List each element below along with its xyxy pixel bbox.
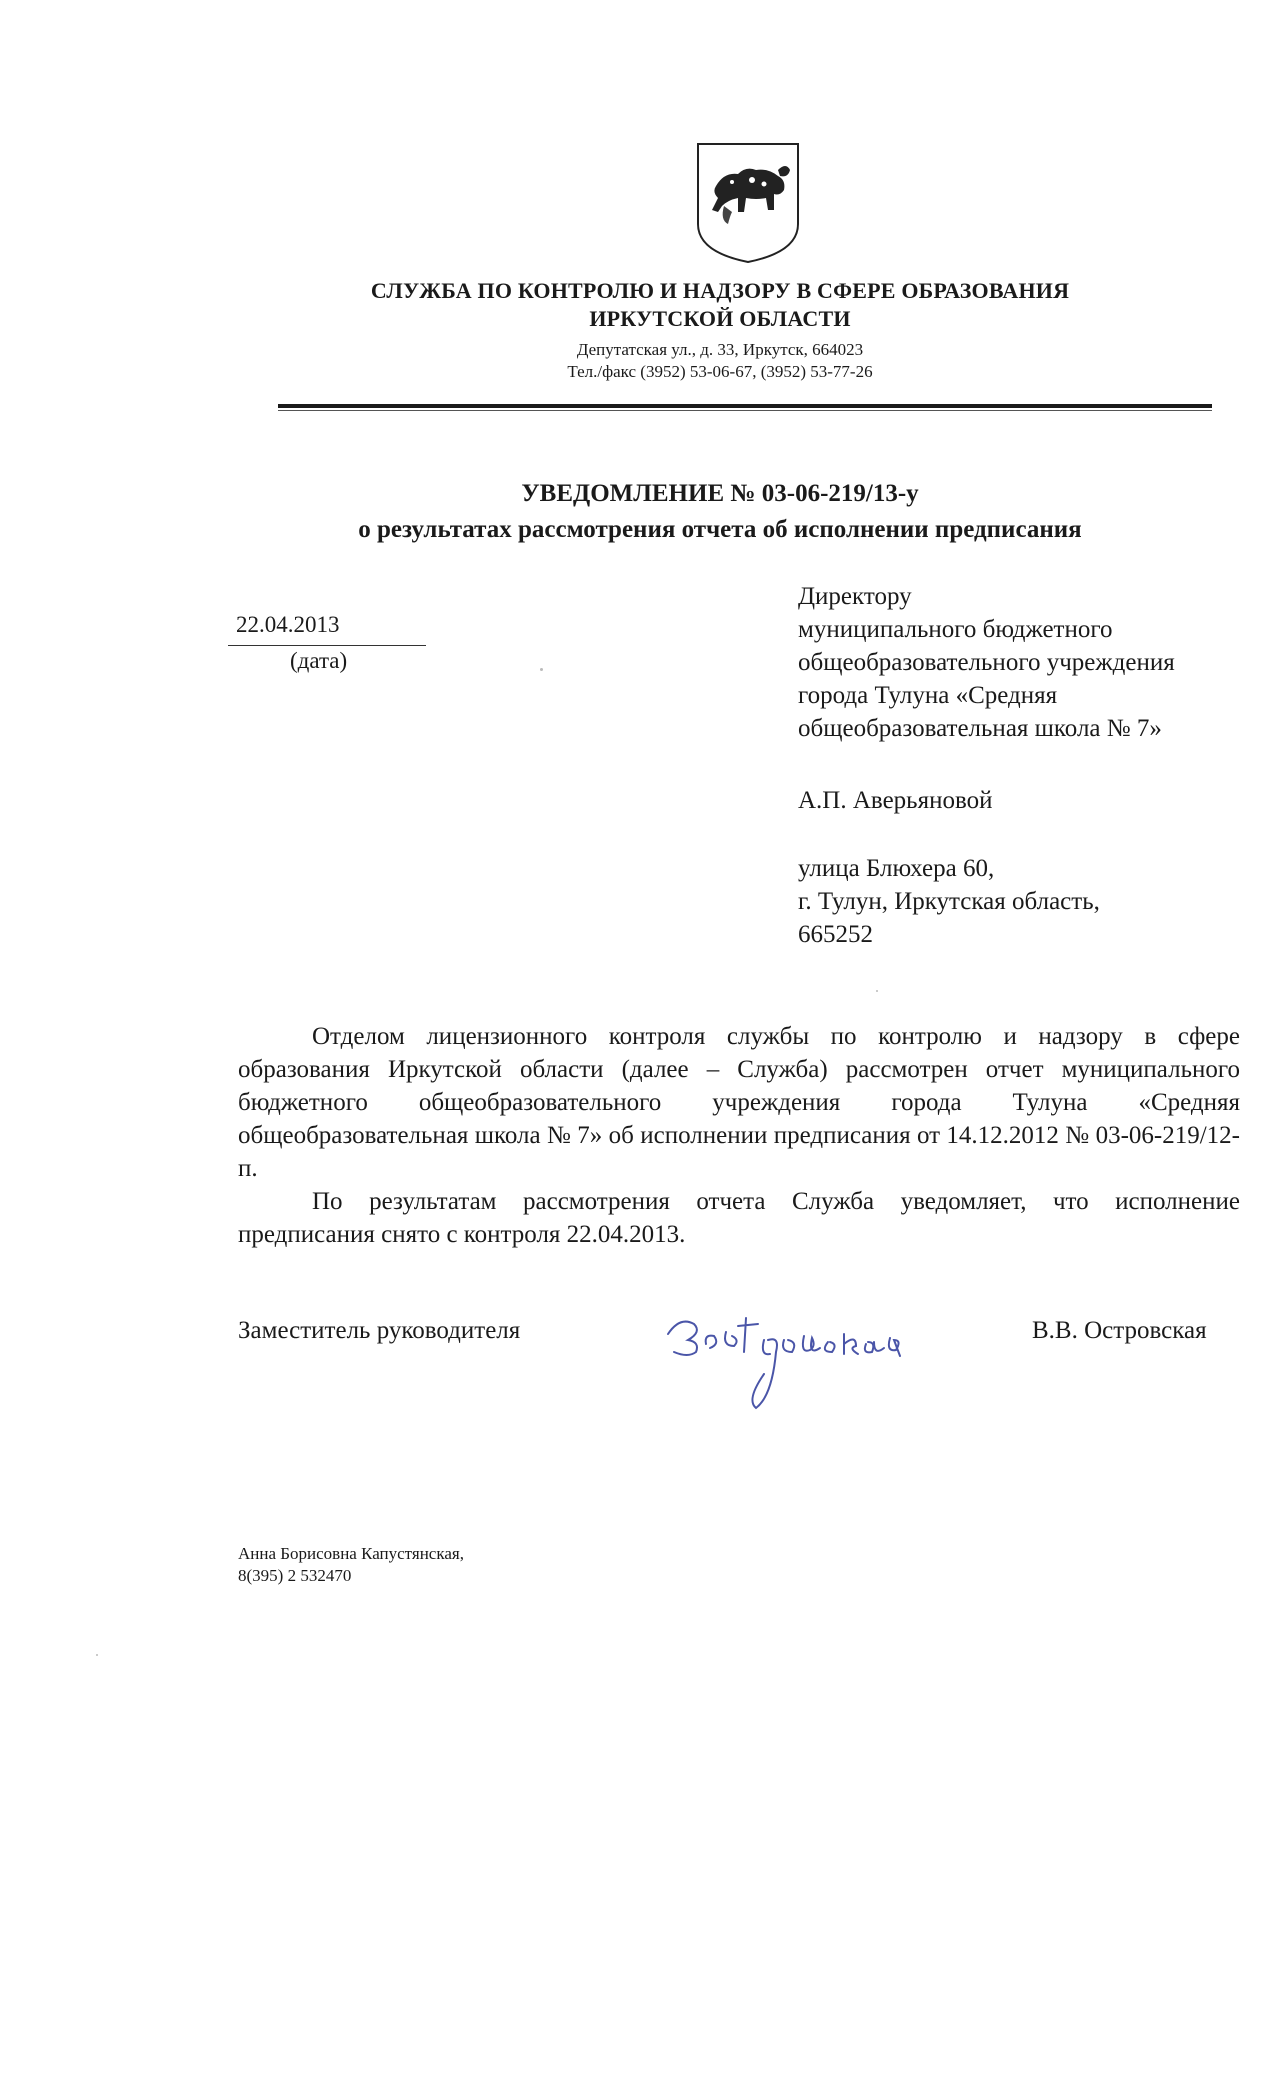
date-underline	[228, 645, 426, 646]
document-body	[238, 1020, 1240, 1251]
document-subtitle: о результатах рассмотрения отчета об исполнении предписания	[358, 516, 1082, 543]
addressee-line: общеобразовательная школа № 7»	[798, 715, 1162, 742]
organization-name-line2: ИРКУТСКОЙ ОБЛАСТИ	[589, 306, 851, 331]
document-title: УВЕДОМЛЕНИЕ № 03-06-219/13-у	[521, 480, 919, 507]
coat-of-arms-emblem	[694, 140, 802, 266]
header-divider	[278, 404, 1212, 408]
addressee-line: Директору	[798, 583, 912, 610]
document-date: 22.04.2013	[236, 612, 340, 637]
date-caption: (дата)	[290, 648, 348, 673]
handwritten-signature	[660, 1296, 920, 1416]
header-divider-thin	[278, 410, 1212, 411]
scan-speck	[876, 990, 878, 992]
scan-speck	[540, 668, 543, 671]
addressee-line: города Тулуна «Средняя	[798, 682, 1058, 709]
addressee-address-line: г. Тулун, Иркутская область,	[798, 888, 1100, 915]
addressee-block	[798, 580, 1175, 745]
organization-phone: Тел./факс (3952) 53-06-67, (3952) 53-77-26	[567, 362, 873, 381]
addressee-address	[798, 852, 1100, 951]
body-paragraph-1: Отделом лицензионного контроля службы по контролю и надзору в сфере образования Иркутской области (далее – Служба) рассмотрен отчет муниципального бюджетного общеобразовательного учреждения города Тулуна «Средняя общеобразовательная школа № 7» об исполнении предписания от 14.12.2012 № 03-06-219/12-п.	[238, 1023, 1240, 1182]
signatory-name: В.В. Островская	[1032, 1317, 1207, 1344]
organization-address: Депутатская ул., д. 33, Иркутск, 664023	[576, 340, 864, 359]
organization-name-line1: СЛУЖБА ПО КОНТРОЛЮ И НАДЗОРУ В СФЕРЕ ОБРАЗОВАНИЯ	[370, 278, 1070, 303]
addressee-line: муниципального бюджетного	[798, 616, 1113, 643]
addressee-line: общеобразовательного учреждения	[798, 649, 1175, 676]
addressee-address-line: улица Блюхера 60,	[798, 855, 995, 882]
signatory-role: Заместитель руководителя	[238, 1317, 521, 1344]
addressee-name: А.П. Аверьяновой	[798, 787, 993, 814]
executor-name: Анна Борисовна Капустянская,	[238, 1544, 464, 1563]
addressee-address-line: 665252	[798, 921, 873, 948]
executor-phone: 8(395) 2 532470	[238, 1566, 352, 1585]
scan-speck	[96, 1654, 98, 1656]
body-paragraph-2: По результатам рассмотрения отчета Служба уведомляет, что исполнение предписания снято с контроля 22.04.2013.	[238, 1188, 1240, 1248]
